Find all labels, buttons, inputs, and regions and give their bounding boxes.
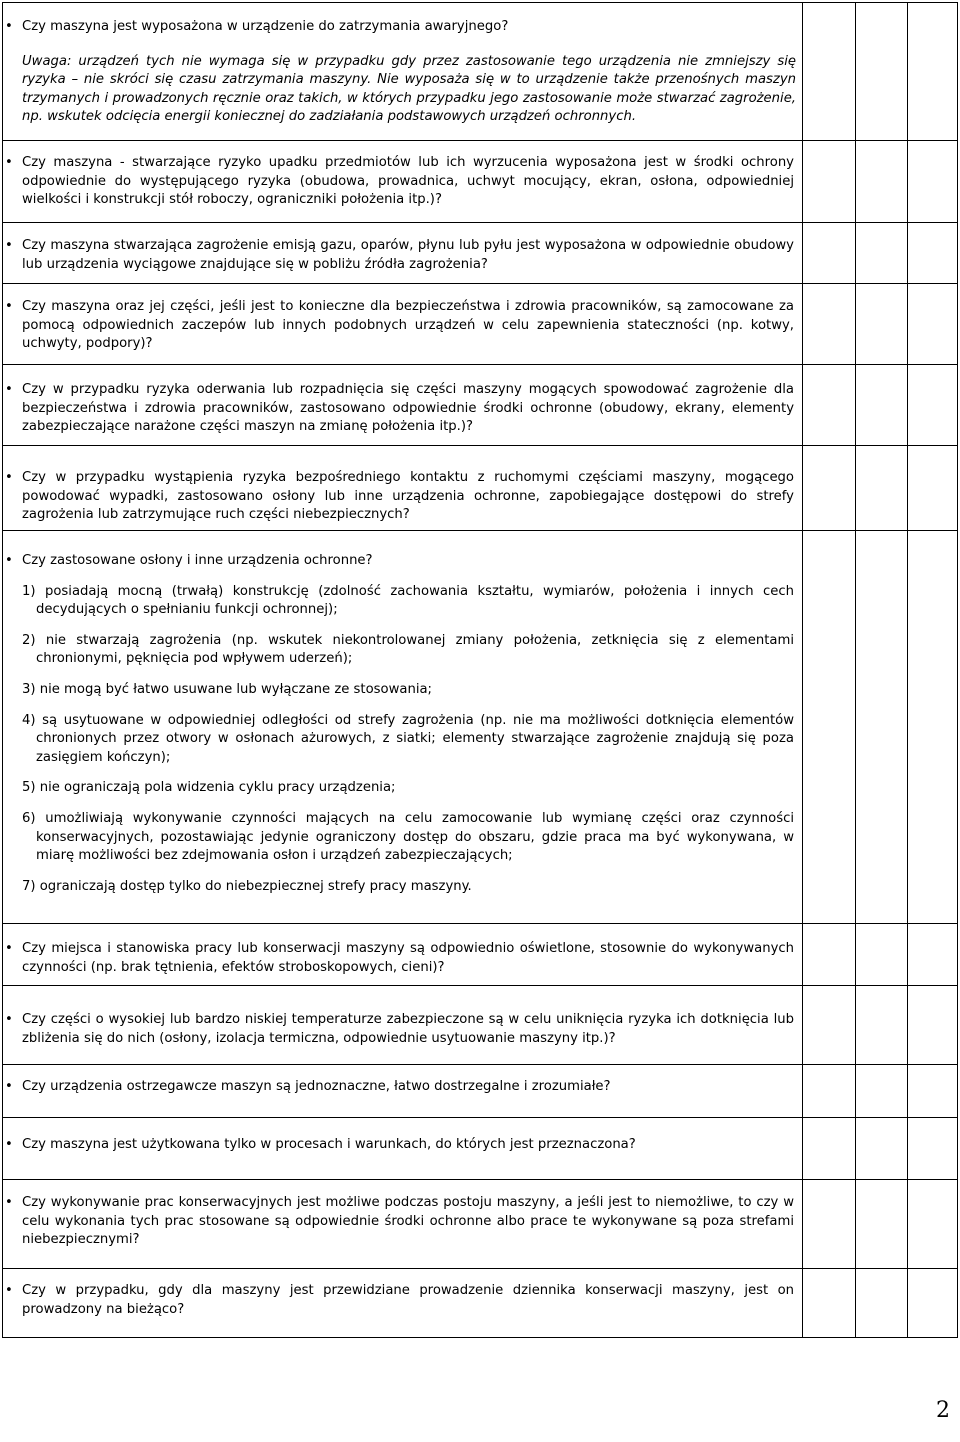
bullet-icon: • [5,1195,13,1210]
question-text: Czy maszyna stwarzająca zagrożenie emisją gazu, oparów, płynu lub pyłu jest wyposażona w odpowiednie obudowy lub urządzenia wyciągowe znajdujące się w pobliżu źródła zagrożenia? [22,238,794,272]
checklist-item-temperature [5,1011,794,1048]
guard-criterion-3: 3) nie mogą być łatwo usuwane lub wyłączane ze stosowania; [22,681,433,697]
bullet-icon: • [5,1137,13,1152]
checklist-item-maintenance [5,1194,794,1250]
checklist-item-falling-objects [5,154,794,210]
checklist-item-breakage [5,381,794,437]
bullet-icon: • [5,553,13,568]
bullet-icon: • [5,1079,13,1094]
guard-criterion-6: 6) umożliwiają wykonywanie czynności mających na celu zamocowanie lub wymianę części oraz czynności konserwacyjnych, pozostawiając jedynie ograniczony dostęp do obszaru, gdzie praca ma być wykonywana, w miarę możliwości bez zdejmowania osłon i urządzeń zabezpieczających; [22,810,794,864]
bullet-icon: • [5,19,13,34]
checklist-item-warning-devices [5,1078,794,1097]
checklist-item-intended-use [5,1136,794,1155]
bullet-icon: • [5,238,13,253]
checklist-item-guards [5,552,794,896]
bullet-icon: • [5,382,13,397]
question-text: Czy maszyna jest użytkowana tylko w procesach i warunkach, do których jest przeznaczona? [22,1137,636,1152]
note-text: Uwaga: urządzeń tych nie wymaga się w przypadku gdy przez zastosowanie tego urządzenia nie zmniejszy się ryzyka – nie skróci się czasu zatrzymania maszyny. Nie wyposaża się w to urządzenie także przenośnych maszyn trzymanych i prowadzonych ręcznie oraz takich, w których przypadku jego zastosowanie może stwarzać zagrożenie, np. wskutek odcięcia energii koniecznej do zadziałania podstawowych urządzeń ochronnych. [22,53,796,125]
question-text: Czy miejsca i stanowiska pracy lub konserwacji maszyny są odpowiednio oświetlone, stosownie do wykonywanych czynności (np. brak tętnienia, efektów stroboskopowych, cieni)? [22,941,794,975]
checklist-item-emergency-stop [5,18,796,127]
bullet-icon: • [5,1012,13,1027]
bullet-icon: • [5,1283,13,1298]
question-text: Czy w przypadku wystąpienia ryzyka bezpośredniego kontaktu z ruchomymi częściami maszyny, mogącego powodować wypadki, zastosowano osłony lub inne urządzenia ochronne, zapobiegające dostępowi do strefy zagrożenia lub zatrzymujące ruch części niebezpiecznych? [22,470,794,523]
checklist-item-emissions [5,237,794,274]
question-text: Czy zastosowane osłony i inne urządzenia ochronne? [22,553,373,568]
guard-criterion-7: 7) ograniczają dostęp tylko do niebezpiecznej strefy pracy maszyny. [22,878,472,894]
page-number: 2 [936,1398,950,1423]
guard-criterion-5: 5) nie ograniczają pola widzenia cyklu pracy urządzenia; [22,780,396,796]
question-text: Czy części o wysokiej lub bardzo niskiej temperaturze zabezpieczone są w celu uniknięcia ryzyka ich dotknięcia lub zbliżenia się do nich (osłony, izolacja termiczna, odpowiednie usytuowanie maszyny itp.)? [22,1012,794,1046]
guard-criterion-1: 1) posiadają mocną (trwałą) konstrukcję (zdolność zachowania kształtu, wymiarów, położenia i innych cech decydujących o spełnianiu funkcji ochronnej); [22,583,794,618]
bullet-icon: • [5,941,13,956]
question-text: Czy w przypadku ryzyka oderwania lub rozpadnięcia się części maszyny mogących spowodować zagrożenie dla bezpieczeństwa i zdrowia pracowników, zastosowano odpowiednie środki ochronne (obudowy, ekrany, elementy zabezpieczające narażone części maszyn na zmianę położenia itp.)? [22,382,794,435]
checklist-item-lighting [5,940,794,977]
question-text: Czy wykonywanie prac konserwacyjnych jest możliwe podczas postoju maszyny, a jeśli jest to niemożliwe, to czy w celu wykonania tych prac stosowane są odpowiednie środki ochronne albo prace te wykonywane są poza strefami niebezpiecznymi? [22,1195,794,1248]
question-text: Czy maszyna jest wyposażona w urządzenie do zatrzymania awaryjnego? [22,19,509,34]
guard-criterion-4: 4) są usytuowane w odpowiedniej odległości od strefy zagrożenia (np. nie ma możliwości dotknięcia elementów chronionych przez otwory w osłonach ażurowych, z siatki; elementy stwarzające zagrożenie znajdują się poza zasięgiem kończyn); [22,712,794,765]
bullet-icon: • [5,155,13,170]
question-text: Czy maszyna oraz jej części, jeśli jest to konieczne dla bezpieczeństwa i zdrowia pracowników, są zamocowane za pomocą odpowiednich zaczepów lub innych podobnych urządzeń w celu zapewnienia stateczności (np. kotwy, uchwyty, podpory)? [22,299,794,352]
checklist-item-stability [5,298,794,354]
question-text: Czy maszyna - stwarzające ryzyko upadku przedmiotów lub ich wyrzucenia wyposażona jest w środki ochrony odpowiednie do występującego ryzyka (obudowa, prowadnica, uchwyt mocujący, ekran, osłona, odpowiedniej wielkości i konstrukcji stół roboczy, ograniczniki położenia itp.)? [22,155,794,208]
bullet-icon: • [5,299,13,314]
checklist-item-maintenance-log [5,1282,794,1319]
question-text: Czy w przypadku, gdy dla maszyny jest przewidziane prowadzenie dziennika konserwacji maszyny, jest on prowadzony na bieżąco? [22,1283,794,1317]
checklist-item-moving-parts [5,469,794,525]
question-text: Czy urządzenia ostrzegawcze maszyn są jednoznaczne, łatwo dostrzegalne i zrozumiałe? [22,1079,611,1094]
bullet-icon: • [5,470,13,485]
guard-criterion-2: 2) nie stwarzają zagrożenia (np. wskutek niekontrolowanej zmiany położenia, zetknięcia się z elementami chronionymi, pęknięcia pod wpływem uderzeń); [22,632,794,667]
